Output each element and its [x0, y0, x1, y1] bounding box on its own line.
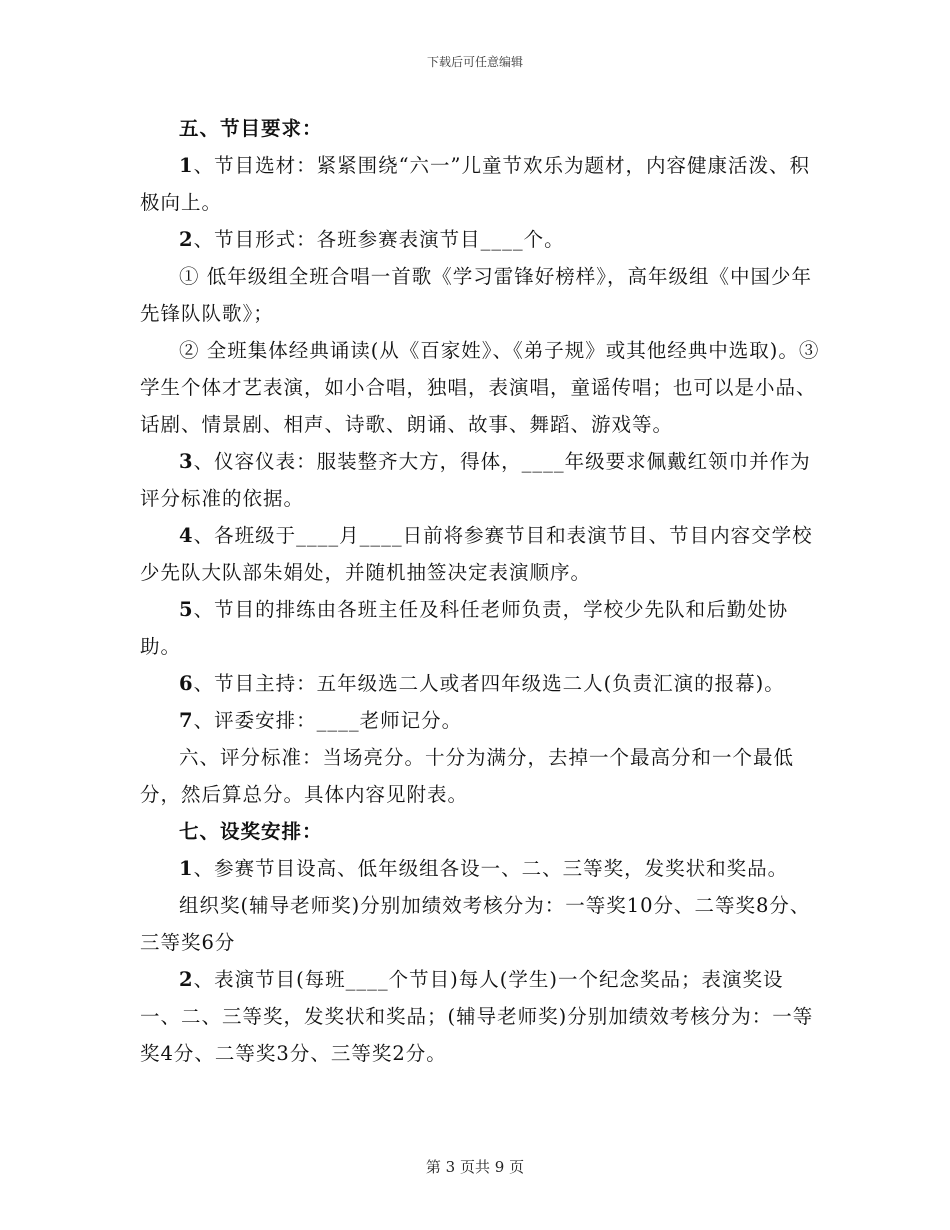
paragraph-item [140, 665, 820, 702]
item-number: 5 [179, 598, 194, 621]
paragraph-text: 七、设奖安排： [179, 820, 323, 843]
item-number: 4 [179, 524, 194, 547]
section-heading-awards [140, 813, 820, 850]
item-number: 2 [179, 228, 194, 251]
paragraph-item [140, 702, 820, 739]
paragraph-item [140, 887, 820, 961]
paragraph-text: ② 全班集体经典诵读(从《百家姓》、《弟子规》或其他经典中选取)。③学生个体才艺表演，如小合唱，独唱，表演唱，童谣传唱；也可以是小品、话剧、情景剧、相声、诗歌、朗诵、故事、舞蹈、游戏等。 [140, 339, 820, 436]
paragraph-item [140, 961, 820, 1072]
paragraph-item [140, 221, 820, 258]
item-number: 6 [179, 672, 194, 695]
paragraph-text: 、节目的排练由各班主任及科任老师负责，学校少先队和后勤处协助。 [140, 598, 789, 658]
paragraph-item [140, 591, 820, 665]
section-heading-program-requirements [140, 110, 820, 147]
item-number: 2 [179, 968, 194, 991]
paragraph-text: ① 低年级组全班合唱一首歌《学习雷锋好榜样》，高年级组《中国少年先锋队队歌》； [140, 265, 812, 325]
paragraph-text: 、各班级于____月____日前将参赛节目和表演节目、节目内容交学校少先队大队部朱娟处，并随机抽签决定表演顺序。 [140, 524, 813, 584]
paragraph-item [140, 850, 820, 887]
paragraph-item [140, 258, 820, 332]
paragraph-text: 、仪容仪表：服装整齐大方，得体，____年级要求佩戴红领巾并作为评分标准的依据。 [140, 450, 811, 510]
paragraph-item [140, 443, 820, 517]
paragraph-item [140, 147, 820, 221]
paragraph-text: 六、评分标准：当场亮分。十分为满分，去掉一个最高分和一个最低分，然后算总分。具体内容见附表。 [140, 746, 795, 806]
paragraph-item [140, 332, 820, 443]
paragraph-item [140, 517, 820, 591]
item-number: 7 [179, 709, 194, 732]
section-scoring-criteria [140, 739, 820, 813]
item-number: 1 [179, 857, 194, 880]
paragraph-text: 五、节目要求： [179, 117, 323, 140]
paragraph-text: 、参赛节目设高、低年级组各设一、二、三等奖，发奖状和奖品。 [193, 857, 789, 880]
paragraph-text: 、表演节目(每班____个节目)每人(学生)一个纪念奖品；表演奖设一、二、三等奖，发奖状和奖品；(辅导老师奖)分别加绩效考核分为：一等奖4分、二等奖3分、三等奖2分。 [140, 968, 814, 1065]
document-body [140, 110, 820, 1072]
paragraph-text: 、节目形式：各班参赛表演节目____个。 [193, 228, 565, 251]
paragraph-text: 、评委安排：____老师记分。 [193, 709, 463, 732]
page-footer: 第 3 页共 9 页 [425, 1158, 525, 1176]
paragraph-text: 、节目主持：五年级选二人或者四年级选二人(负责汇演的报幕)。 [193, 672, 785, 695]
paragraph-text: 组织奖(辅导老师奖)分别加绩效考核分为：一等奖10分、二等奖8分、三等奖6分 [140, 894, 811, 954]
item-number: 1 [179, 154, 194, 177]
paragraph-text: 、节目选材：紧紧围绕“六一”儿童节欢乐为题材，内容健康活泼、积极向上。 [140, 154, 811, 214]
item-number: 3 [179, 450, 194, 473]
page-header: 下载后可任意编辑 [426, 55, 523, 69]
